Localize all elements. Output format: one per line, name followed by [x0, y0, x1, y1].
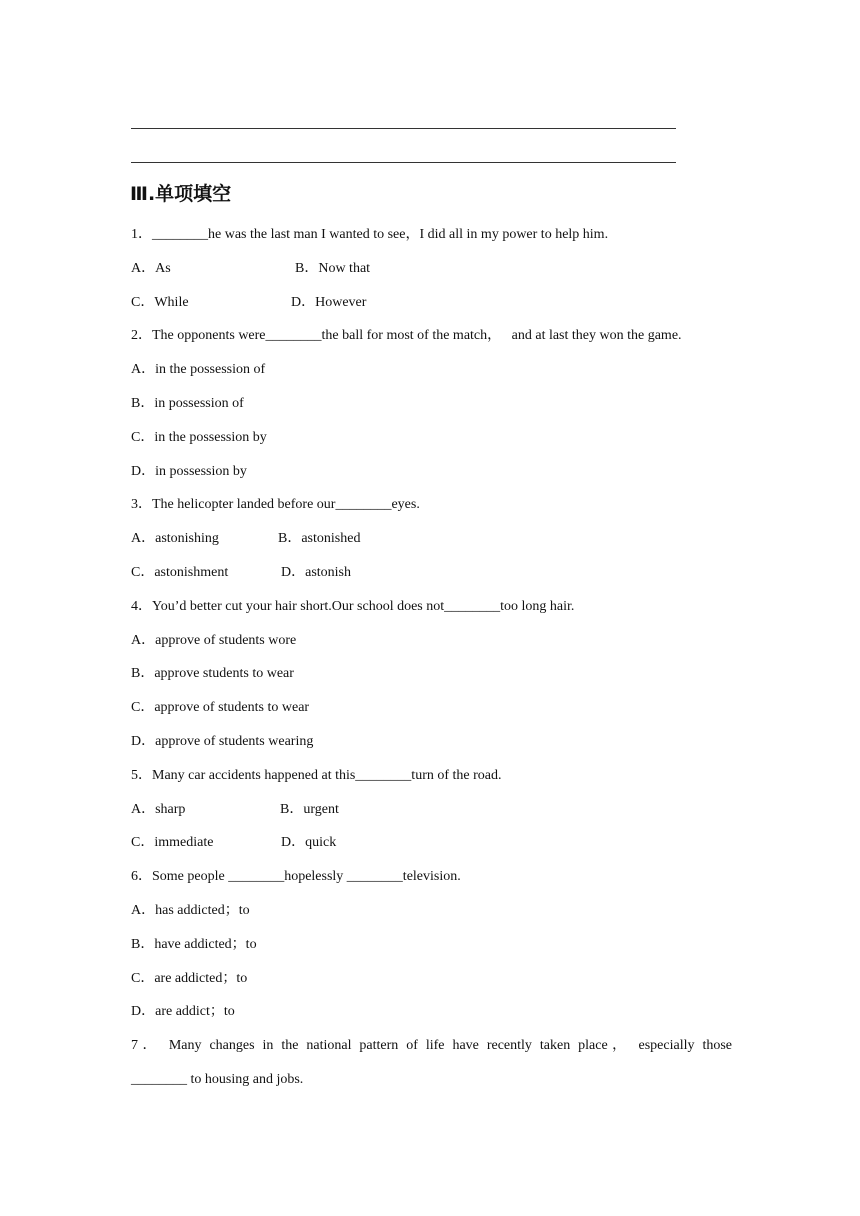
question-1-stem: 1．________he was the last man I wanted to see，I did all in my power to help him. [131, 227, 609, 242]
question-3-option-b: B．astonished [278, 531, 361, 546]
question-5-option-b: B．urgent [280, 802, 339, 817]
question-4-option-a: A．approve of students wore [131, 633, 297, 648]
question-1-option-b: B．Now that [295, 261, 371, 276]
question-6-option-b: B．have addicted；to [131, 937, 257, 952]
question-4-option-d: D．approve of students wearing [131, 734, 314, 749]
question-1-option-a: A．As [131, 261, 171, 276]
question-1-option-c: C．While [131, 295, 189, 310]
question-7-stem-line-2: ________ to housing and jobs. [131, 1072, 304, 1087]
question-1-option-d: D．However [291, 295, 367, 310]
question-5-stem: 5．Many car accidents happened at this________turn of the road. [131, 768, 502, 783]
question-6-option-c: C．are addicted；to [131, 971, 248, 986]
question-6-option-d: D．are addict；to [131, 1004, 235, 1019]
question-6-stem: 6．Some people ________hopelessly ________television. [131, 869, 461, 884]
question-5-option-c: C．immediate [131, 835, 214, 850]
question-2-option-d: D．in possession by [131, 464, 247, 479]
question-3-option-c: C．astonishment [131, 565, 229, 580]
question-4-option-c: C．approve of students to wear [131, 700, 310, 715]
question-2-stem: 2．The opponents were________the ball for most of the match， and at last they won the game. [131, 328, 682, 343]
question-3-option-d: D．astonish [281, 565, 351, 580]
answer-line [131, 128, 676, 129]
question-2-option-b: B．in possession of [131, 396, 244, 411]
answer-line [131, 162, 676, 163]
question-7-stem-line-1: 7． Many changes in the national pattern of life have recently taken place， especially those [131, 1038, 732, 1053]
question-5-option-a: A．sharp [131, 802, 186, 817]
question-2-option-c: C．in the possession by [131, 430, 267, 445]
question-5-option-d: D．quick [281, 835, 337, 850]
question-4-stem: 4．You’d better cut your hair short.Our school does not________too long hair. [131, 599, 575, 614]
question-3-option-a: A．astonishing [131, 531, 219, 546]
section-title: Ⅲ.单项填空 [130, 183, 232, 205]
question-3-stem: 3．The helicopter landed before our________eyes. [131, 497, 420, 512]
question-4-option-b: B．approve students to wear [131, 666, 294, 681]
question-2-option-a: A．in the possession of [131, 362, 266, 377]
question-6-option-a: A．has addicted；to [131, 903, 250, 918]
